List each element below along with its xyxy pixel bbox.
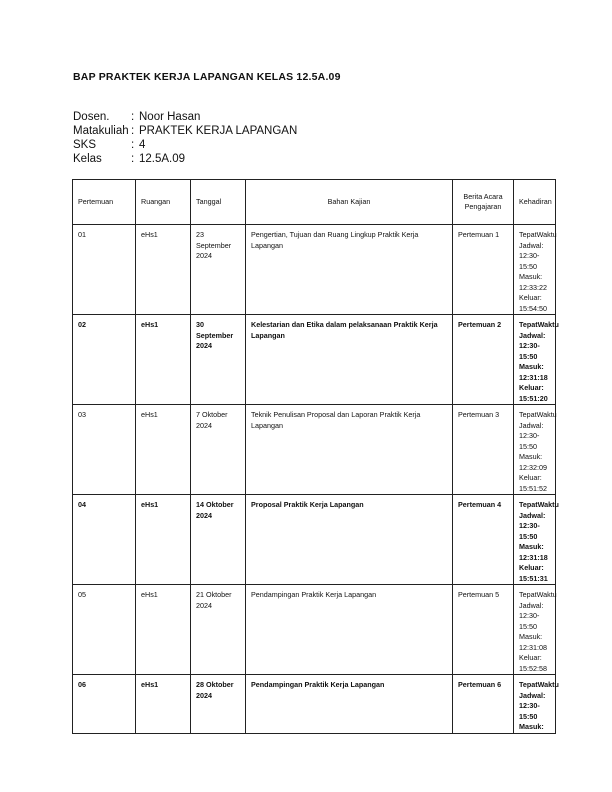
cell-kehadiran: [514, 675, 559, 734]
info-label: Dosen.: [73, 111, 110, 123]
kehadiran-line: 12:30-15:50: [519, 431, 540, 451]
info-sep: :: [131, 111, 135, 123]
kehadiran-line: 12:33:22: [519, 282, 547, 292]
header-pertemuan: Pertemuan: [73, 180, 136, 225]
cell-bahan: Teknik Penulisan Proposal dan Laporan Praktik Kerja Lapangan: [246, 405, 453, 495]
table-row: [73, 405, 556, 495]
kehadiran-line: Keluar:: [519, 383, 544, 392]
info-label: Kelas: [73, 153, 102, 165]
info-value: 4: [139, 139, 146, 151]
cell-pertemuan: 06: [73, 675, 136, 734]
cell-tanggal: 14 Oktober 2024: [191, 495, 246, 585]
cell-tanggal: 30 September 2024: [191, 315, 246, 405]
kehadiran-line: 15:51:31: [519, 573, 548, 583]
kehadiran-line: Jadwal:: [519, 330, 546, 340]
table-row: [73, 675, 556, 734]
cell-berita: Pertemuan 4: [453, 495, 514, 585]
kehadiran-line: Masuk:: [519, 272, 543, 281]
kehadiran-line: Keluar:: [519, 293, 542, 302]
cell-berita: Pertemuan 1: [453, 225, 514, 315]
cell-ruangan: eHs1: [136, 495, 191, 585]
cell-bahan: Kelestarian dan Etika dalam pelaksanaan Praktik Kerja Lapangan: [246, 315, 453, 405]
info-sep: :: [131, 125, 135, 137]
header-berita-acara: Berita Acara Pengajaran: [453, 180, 514, 225]
info-value: Noor Hasan: [139, 111, 201, 123]
cell-kehadiran: [514, 495, 559, 585]
info-label: SKS: [73, 139, 97, 151]
kehadiran-line: Masuk:: [519, 452, 543, 461]
cell-bahan: Proposal Praktik Kerja Lapangan: [246, 495, 453, 585]
document-title: BAP PRAKTEK KERJA LAPANGAN KELAS 12.5A.09: [73, 71, 341, 83]
info-row: [73, 124, 297, 138]
cell-berita: Pertemuan 5: [453, 585, 514, 675]
info-value: PRAKTEK KERJA LAPANGAN: [139, 125, 298, 137]
kehadiran-line: TepatWaktu: [519, 590, 557, 599]
kehadiran-line: TepatWaktu: [519, 320, 559, 329]
kehadiran-line: 15:51:20: [519, 393, 548, 403]
kehadiran-line: 12:30-15:50: [519, 251, 540, 271]
course-info: [73, 110, 297, 166]
table-header-row: [73, 180, 556, 225]
kehadiran-line: Masuk:: [519, 542, 544, 551]
info-sep: :: [131, 153, 135, 165]
info-sep: :: [131, 139, 135, 151]
kehadiran-line: 12:31:18: [519, 552, 548, 562]
kehadiran-line: 12:30-15:50: [519, 611, 540, 631]
kehadiran-line: TepatWaktu: [519, 410, 557, 419]
table-row: [73, 225, 556, 315]
kehadiran-line: 12:30-15:50: [519, 341, 540, 361]
cell-kehadiran: [514, 585, 556, 675]
kehadiran-line: Masuk:: [519, 632, 543, 641]
kehadiran-line: Jadwal:: [519, 420, 544, 430]
kehadiran-line: Jadwal:: [519, 510, 546, 520]
header-tanggal: Tanggal: [191, 180, 246, 225]
info-label: Matakuliah: [73, 125, 129, 137]
table-row: [73, 585, 556, 675]
cell-ruangan: eHs1: [136, 675, 191, 734]
kehadiran-line: TepatWaktu: [519, 500, 559, 509]
attendance-table: [72, 179, 559, 734]
kehadiran-line: Masuk:: [519, 722, 544, 731]
table-row: [73, 495, 556, 585]
cell-ruangan: eHs1: [136, 405, 191, 495]
cell-ruangan: eHs1: [136, 225, 191, 315]
cell-kehadiran: [514, 225, 556, 315]
kehadiran-line: 15:54:50: [519, 303, 547, 313]
kehadiran-line: 12:32:09: [519, 462, 547, 472]
cell-pertemuan: 04: [73, 495, 136, 585]
cell-pertemuan: 02: [73, 315, 136, 405]
cell-bahan: Pendampingan Praktik Kerja Lapangan: [246, 585, 453, 675]
cell-tanggal: 23 September 2024: [191, 225, 246, 315]
kehadiran-line: Jadwal:: [519, 600, 544, 610]
table-row: [73, 315, 556, 405]
cell-berita: Pertemuan 3: [453, 405, 514, 495]
kehadiran-line: TepatWaktu: [519, 680, 559, 689]
info-row: [73, 110, 297, 124]
header-kehadiran: Kehadiran: [514, 180, 556, 225]
kehadiran-line: 12:30-15:50: [519, 701, 540, 721]
kehadiran-line: Keluar:: [519, 563, 544, 572]
cell-bahan: Pendampingan Praktik Kerja Lapangan: [246, 675, 453, 734]
kehadiran-line: Keluar:: [519, 653, 542, 662]
cell-tanggal: 21 Oktober 2024: [191, 585, 246, 675]
cell-pertemuan: 05: [73, 585, 136, 675]
kehadiran-line: Masuk:: [519, 362, 544, 371]
kehadiran-line: 12:30-15:50: [519, 521, 540, 541]
cell-berita: Pertemuan 6: [453, 675, 514, 734]
cell-ruangan: eHs1: [136, 585, 191, 675]
cell-kehadiran: [514, 315, 559, 405]
kehadiran-line: Keluar:: [519, 473, 542, 482]
cell-pertemuan: 03: [73, 405, 136, 495]
info-row: [73, 152, 297, 166]
header-bahan-kajian: Bahan Kajian: [246, 180, 453, 225]
cell-tanggal: 7 Oktober 2024: [191, 405, 246, 495]
cell-pertemuan: 01: [73, 225, 136, 315]
kehadiran-line: Jadwal:: [519, 690, 546, 700]
kehadiran-line: 15:51:52: [519, 483, 547, 493]
info-row: [73, 138, 297, 152]
kehadiran-line: Jadwal:: [519, 240, 544, 250]
cell-ruangan: eHs1: [136, 315, 191, 405]
info-value: 12.5A.09: [139, 153, 186, 165]
kehadiran-line: 12:31:08: [519, 642, 547, 652]
kehadiran-line: 12:31:18: [519, 372, 548, 382]
cell-tanggal: 28 Oktober 2024: [191, 675, 246, 734]
kehadiran-line: TepatWaktu: [519, 230, 557, 239]
header-ruangan: Ruangan: [136, 180, 191, 225]
kehadiran-line: 15:52:58: [519, 663, 547, 673]
cell-berita: Pertemuan 2: [453, 315, 514, 405]
cell-kehadiran: [514, 405, 556, 495]
cell-bahan: Pengertian, Tujuan dan Ruang Lingkup Praktik Kerja Lapangan: [246, 225, 453, 315]
